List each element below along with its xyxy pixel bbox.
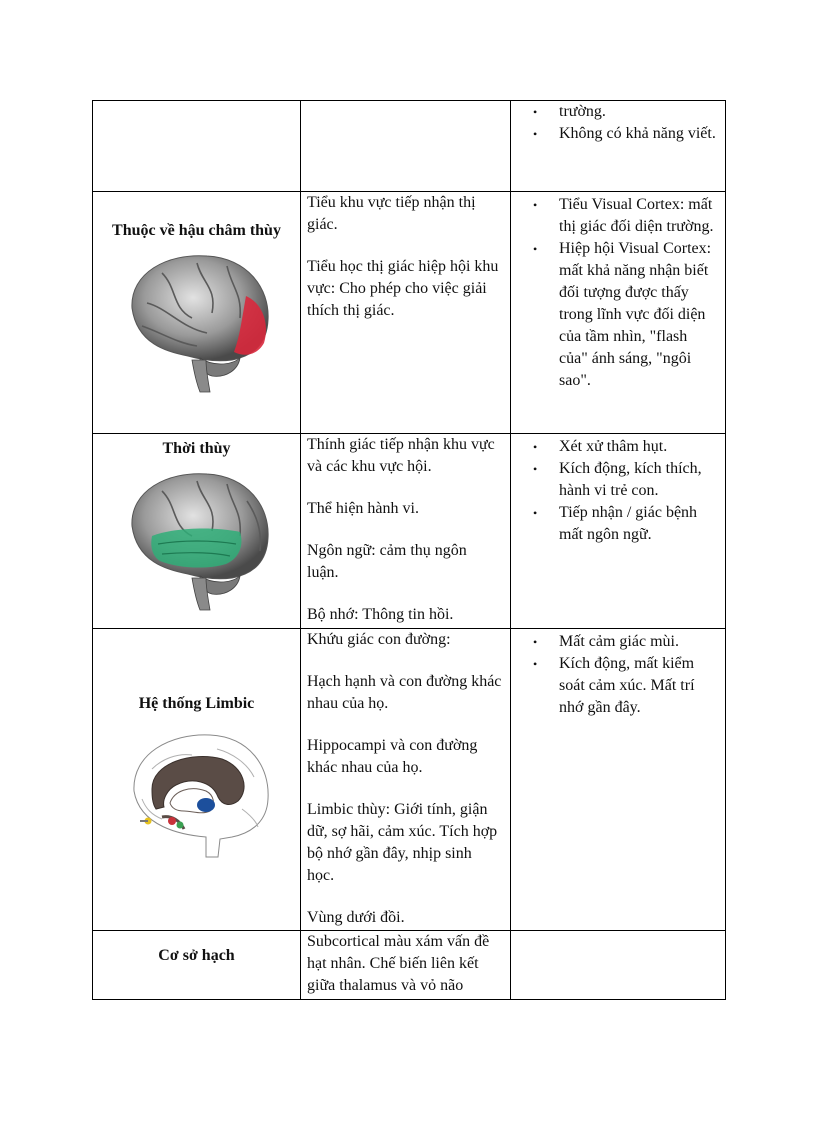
function-text: Ngôn ngữ: cảm thụ ngôn luận. <box>307 542 467 581</box>
symptom-item: • trường. <box>559 101 719 123</box>
occipital-lobe-brain-image <box>122 248 272 394</box>
function-cell <box>301 192 511 434</box>
function-cell <box>301 629 511 931</box>
function-text: Thể hiện hành vi. <box>307 500 419 517</box>
symptom-cell <box>511 192 726 434</box>
function-text: Subcortical màu xám vấn đề hạt nhân. Chế biến liên kết giữa thalamus và vỏ não <box>307 933 490 994</box>
function-cell <box>301 931 511 1000</box>
symptom-item: • Kích động, kích thích, hành vi trẻ con. <box>559 458 719 502</box>
function-text: Tiểu học thị giác hiệp hội khu vực: Cho phép cho việc giải thích thị giác. <box>307 258 499 319</box>
symptom-list <box>511 192 725 392</box>
region-cell <box>93 931 301 1000</box>
function-cell <box>301 434 511 629</box>
symptom-list <box>511 101 725 123</box>
region-title: Thuộc về hậu châm thùy <box>112 222 281 239</box>
symptom-item: • Tiểu Visual Cortex: mất thị giác đối diện trường. <box>559 194 719 238</box>
function-text: Hippocampi và con đường khác nhau của họ. <box>307 737 478 776</box>
table-row <box>93 192 726 434</box>
symptom-cell <box>511 101 726 192</box>
region-cell <box>93 192 301 434</box>
function-text: Hạch hạnh và con đường khác nhau của họ. <box>307 673 502 712</box>
function-text: Limbic thùy: Giới tính, giận dữ, sợ hãi, cảm xúc. Tích hợp bộ nhớ gần đây, nhịp sinh học. <box>307 801 498 884</box>
region-title: Thời thùy <box>162 440 231 457</box>
symptom-cell <box>511 629 726 931</box>
symptom-item: • Không có khả năng viết. <box>559 123 719 145</box>
brain-regions-table <box>92 100 726 1000</box>
function-text: Tiểu khu vực tiếp nhận thị giác. <box>307 194 476 233</box>
region-cell <box>93 434 301 629</box>
function-text: Khứu giác con đường: <box>307 631 451 648</box>
symptom-item: • Mất cảm giác mùi. <box>559 631 719 653</box>
function-text: Bộ nhớ: Thông tin hồi. <box>307 606 454 623</box>
symptom-list <box>511 123 725 145</box>
temporal-lobe-brain-image <box>122 466 272 612</box>
function-text: Thính giác tiếp nhận khu vực và các khu vực hội. <box>307 436 495 475</box>
region-cell <box>93 101 301 192</box>
region-title: Cơ sở hạch <box>158 947 235 964</box>
symptom-cell <box>511 434 726 629</box>
symptom-list <box>511 434 725 546</box>
function-text: Vùng dưới đồi. <box>307 909 405 926</box>
table-row <box>93 101 726 192</box>
symptom-list <box>511 629 725 719</box>
table-row <box>93 629 726 931</box>
symptom-item: • Tiếp nhận / giác bệnh mất ngôn ngữ. <box>559 502 719 546</box>
table-row <box>93 434 726 629</box>
table-row <box>93 931 726 1000</box>
symptom-item: • Kích động, mất kiểm soát cảm xúc. Mất trí nhớ gần đây. <box>559 653 719 719</box>
region-title: Hệ thống Limbic <box>138 695 255 712</box>
function-cell <box>301 101 511 192</box>
symptom-cell <box>511 931 726 1000</box>
symptom-item: • Xét xử thâm hụt. <box>559 436 719 458</box>
symptom-item: • Hiệp hội Visual Cortex: mất khả năng nhận biết đối tượng được thấy trong lĩnh vực đối diện của tầm nhìn, "flash của" ánh sáng, "ngôi sao". <box>559 238 719 392</box>
limbic-system-brain-image <box>122 729 272 861</box>
region-cell <box>93 629 301 931</box>
